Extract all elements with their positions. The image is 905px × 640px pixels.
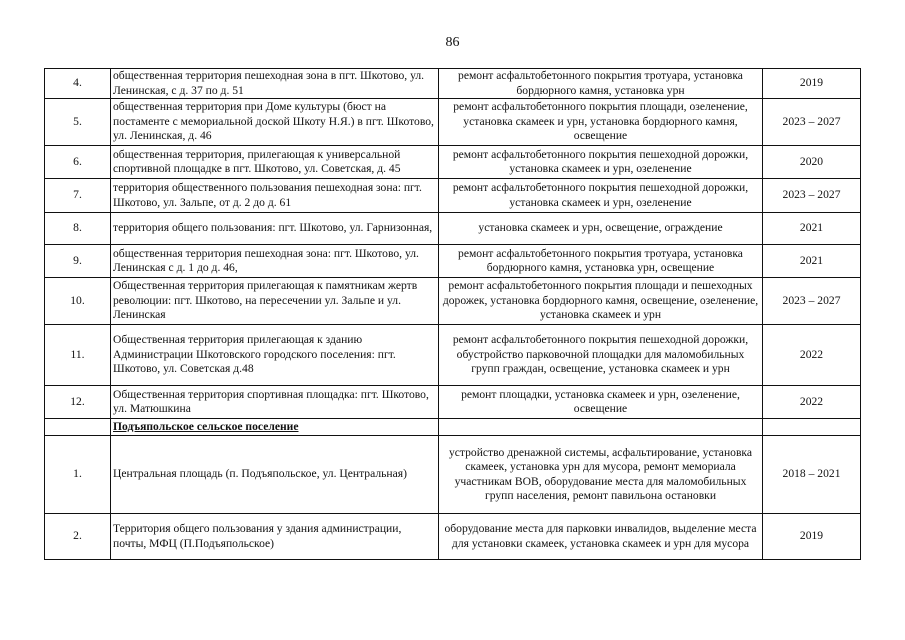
section-title: Подъяпольское сельское поселение [111,419,439,436]
row-object: Территория общего пользования у здания администрации, почты, МФЦ (П.Подъяпольское) [111,514,439,560]
section-empty-cell [439,419,763,436]
row-number: 7. [45,179,111,213]
section-empty-cell [45,419,111,436]
table-row [45,325,861,386]
row-object: общественная территория пешеходная зона: пгт. Шкотово, ул. Ленинская с д. 1 до д. 46, [111,245,439,278]
row-number: 4. [45,69,111,99]
row-object: общественная территория при Доме культуры (бюст на постаменте с мемориальной доской Шкоту Н.Я.) в пгт. Шкотово, ул. Ленинская, д. 46 [111,99,439,146]
row-years: 2020 [763,146,861,179]
section-empty-cell [763,419,861,436]
row-years: 2019 [763,69,861,99]
row-years: 2021 [763,213,861,245]
row-works: оборудование места для парковки инвалидов, выделение места для установки скамеек, установка скамеек и урн для мусора [439,514,763,560]
row-works: ремонт асфальтобетонного покрытия площади, озеленение, установка скамеек и урн, установка бордюрного камня, освещение [439,99,763,146]
row-object: территория общественного пользования пешеходная зона: пгт. Шкотово, ул. Зальпе, от д. 2 до д. 61 [111,179,439,213]
row-works: ремонт асфальтобетонного покрытия пешеходной дорожки, установка скамеек и урн, озеленение [439,179,763,213]
row-works: ремонт асфальтобетонного покрытия тротуара, установка бордюрного камня, установка урн, освещение [439,245,763,278]
row-number: 11. [45,325,111,386]
row-number: 8. [45,213,111,245]
row-object: общественная территория пешеходная зона в пгт. Шкотово, ул. Ленинская, с д. 37 по д. 51 [111,69,439,99]
table-row [45,514,861,560]
row-years: 2019 [763,514,861,560]
row-works: установка скамеек и урн, освещение, ограждение [439,213,763,245]
table-row [45,213,861,245]
row-works: ремонт асфальтобетонного покрытия тротуара, установка бордюрного камня, установка урн [439,69,763,99]
row-years: 2022 [763,325,861,386]
table-row [45,179,861,213]
table-row [45,146,861,179]
row-years: 2023 – 2027 [763,99,861,146]
table-row [45,278,861,325]
improvement-table [44,68,861,560]
row-number: 6. [45,146,111,179]
row-object: Общественная территория спортивная площадка: пгт. Шкотово, ул. Матюшкина [111,386,439,419]
row-years: 2023 – 2027 [763,179,861,213]
row-works: устройство дренажной системы, асфальтирование, установка скамеек, установка урн для мусора, ремонт мемориала участникам ВОВ, оборудование места для маломобильных групп населения, ремонт павильона остановки [439,436,763,514]
table-row [45,436,861,514]
row-object: Центральная площадь (п. Подъяпольское, ул. Центральная) [111,436,439,514]
row-works: ремонт асфальтобетонного покрытия площади и пешеходных дорожек, установка бордюрного камня, освещение, озеленение, установка скамеек и урн [439,278,763,325]
row-number: 10. [45,278,111,325]
row-object: территория общего пользования: пгт. Шкотово, ул. Гарнизонная, [111,213,439,245]
row-number: 1. [45,436,111,514]
table-row [45,245,861,278]
table-row [45,386,861,419]
row-years: 2018 – 2021 [763,436,861,514]
row-number: 9. [45,245,111,278]
row-object: Общественная территория прилегающая к памятникам жертв революции: пгт. Шкотово, на пересечении ул. Зальпе и ул. Ленинская [111,278,439,325]
section-header-row [45,419,861,436]
page-number: 86 [445,35,460,50]
row-works: ремонт площадки, установка скамеек и урн, озеленение, освещение [439,386,763,419]
row-number: 5. [45,99,111,146]
row-object: общественная территория, прилегающая к универсальной спортивной площадке в пгт. Шкотово, ул. Советская, д. 45 [111,146,439,179]
table-row [45,69,861,99]
row-years: 2021 [763,245,861,278]
row-number: 2. [45,514,111,560]
row-works: ремонт асфальтобетонного покрытия пешеходной дорожки, обустройство парковочной площадки для маломобильных групп граждан, освещение, установка скамеек и урн [439,325,763,386]
row-years: 2023 – 2027 [763,278,861,325]
row-works: ремонт асфальтобетонного покрытия пешеходной дорожки, установка скамеек и урн, озеленение [439,146,763,179]
table-row [45,99,861,146]
row-years: 2022 [763,386,861,419]
row-number: 12. [45,386,111,419]
row-object: Общественная территория прилегающая к зданию Администрации Шкотовского городского поселения: пгт. Шкотово, ул. Советская д.48 [111,325,439,386]
